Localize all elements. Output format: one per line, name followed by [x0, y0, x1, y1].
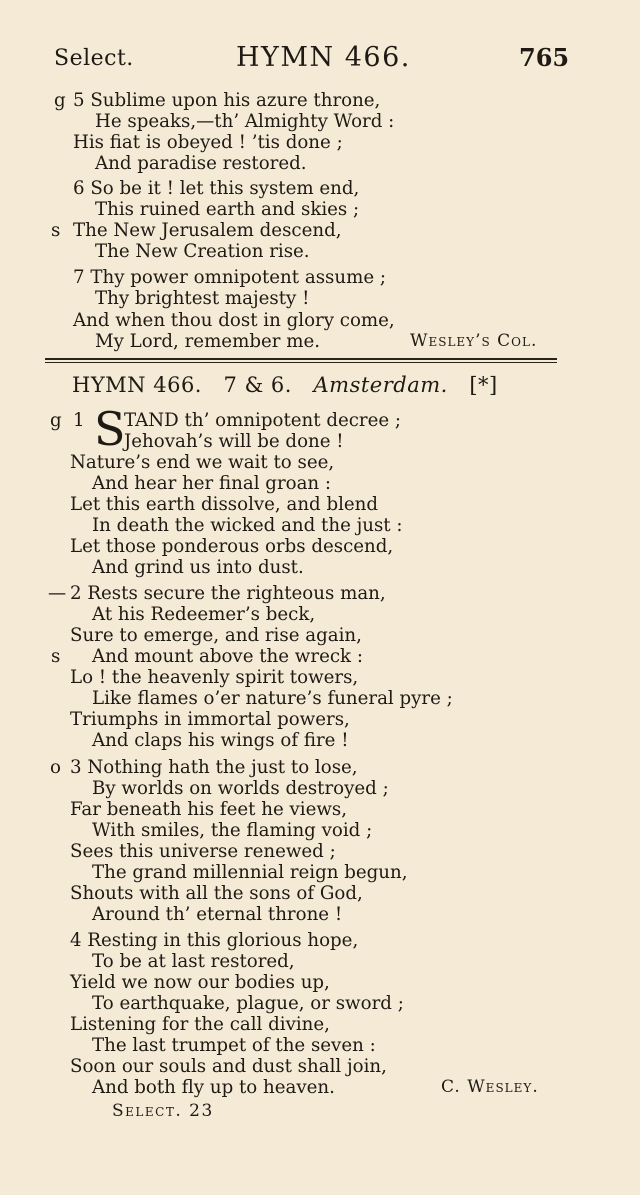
signature-mark: Select. 23 [112, 1101, 214, 1121]
verse-line: He speaks,—th’ Almighty Word : [95, 111, 395, 132]
hymn-meter: 7 & 6. [223, 373, 292, 397]
verse-line: And paradise restored. [95, 153, 307, 174]
verse-line: And when thou dost in glory come, [73, 310, 395, 331]
section-label: Select. [54, 46, 134, 71]
dynamic-mark: g [54, 90, 66, 111]
verse-line: TAND th’ omnipotent decree ; [124, 410, 402, 431]
running-title: HYMN 466. [236, 42, 411, 73]
verse-line: And both fly up to heaven. [92, 1077, 335, 1098]
dynamic-mark: s [51, 220, 61, 241]
verse-line: Listening for the call divine, [70, 1014, 330, 1035]
verse-number: 1 [73, 410, 85, 431]
verse-line: The New Jerusalem descend, [73, 220, 342, 241]
verse-line: Jehovah’s will be done ! [124, 431, 344, 452]
verse-line: Soon our souls and dust shall join, [70, 1056, 387, 1077]
section-rule [45, 358, 557, 360]
running-header [0, 40, 640, 80]
verse-line: And mount above the wreck : [92, 646, 363, 667]
verse-line: 7 Thy power omnipotent assume ; [73, 267, 386, 288]
attribution: Wesley’s Col. [410, 331, 538, 351]
verse-line: The grand millennial reign begun, [92, 862, 408, 883]
section-rule-thin [45, 362, 557, 363]
verse-line: And hear her final groan : [92, 473, 332, 494]
verse-line: And claps his wings of fire ! [92, 730, 349, 751]
verse-line: Thy brightest majesty ! [95, 288, 310, 309]
verse-line: By worlds on worlds destroyed ; [92, 778, 389, 799]
hymn-number: HYMN 466. [72, 373, 202, 397]
verse-line: The last trumpet of the seven : [92, 1035, 376, 1056]
verse-line: Sure to emerge, and rise again, [70, 625, 362, 646]
hymn-heading [72, 372, 498, 398]
verse-line: 3 Nothing hath the just to lose, [70, 757, 358, 778]
verse-line: And grind us into dust. [92, 557, 304, 578]
dynamic-mark: g [50, 410, 62, 431]
verse-line: To be at last restored, [92, 951, 295, 972]
verse-line: Let those ponderous orbs descend, [70, 536, 394, 557]
verse-line: In death the wicked and the just : [92, 515, 403, 536]
dynamic-mark: — [48, 583, 67, 604]
dynamic-mark: s [51, 646, 61, 667]
verse-line: 4 Resting in this glorious hope, [70, 930, 359, 951]
verse-line: With smiles, the flaming void ; [92, 820, 373, 841]
tune-name: Amsterdam. [313, 373, 448, 397]
verse-line: Lo ! the heavenly spirit towers, [70, 667, 359, 688]
verse-line: Yield we now our bodies up, [70, 972, 330, 993]
verse-line: Like flames o’er nature’s funeral pyre ; [92, 688, 453, 709]
verse-line: At his Redeemer’s beck, [92, 604, 316, 625]
verse-line: 2 Rests secure the righteous man, [70, 583, 386, 604]
verse-line: 6 So be it ! let this system end, [73, 178, 360, 199]
verse-line: 5 Sublime upon his azure throne, [73, 90, 381, 111]
page-number: 765 [519, 43, 570, 72]
verse-line: Around th’ eternal throne ! [92, 904, 343, 925]
verse-line: Far beneath his feet he views, [70, 799, 348, 820]
verse-line: Let this earth dissolve, and blend [70, 494, 379, 515]
dynamic-mark: o [50, 757, 61, 778]
attribution: C. Wesley. [441, 1077, 539, 1097]
verse-line: Nature’s end we wait to see, [70, 452, 335, 473]
drop-capital: S [94, 402, 126, 456]
verse-line: The New Creation rise. [95, 241, 310, 262]
verse-line: Sees this universe renewed ; [70, 841, 336, 862]
verse-line: My Lord, remember me. [95, 331, 320, 352]
verse-line: To earthquake, plague, or sword ; [92, 993, 404, 1014]
verse-line: Shouts with all the sons of God, [70, 883, 363, 904]
verse-line: His fiat is obeyed ! ’tis done ; [73, 132, 343, 153]
verse-line: Triumphs in immortal powers, [70, 709, 350, 730]
verse-line: This ruined earth and skies ; [95, 199, 360, 220]
tune-marker: [*] [469, 373, 498, 397]
